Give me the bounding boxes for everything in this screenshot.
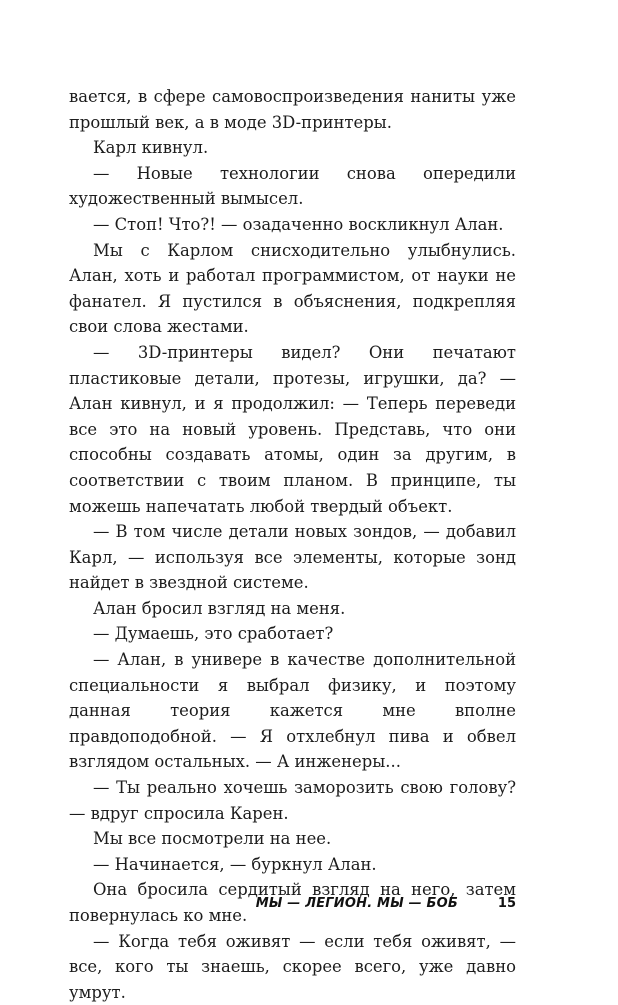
paragraph: — Думаешь, это сработает? [93,624,334,644]
paragraph: Мы все посмотрели на нее. [93,829,332,849]
paragraph: — Когда тебя оживят — если тебя оживят, — все, кого ты знаешь, скорее всего, уже давно умрут. [69,931,516,1002]
paragraph: — Ты реально хочешь заморозить свою голову? — вдруг спросила Карен. [69,778,516,823]
paragraph: — В том числе детали новых зондов, — добавил Карл, — используя все элементы, которые зонд найдет в звездной системе. [69,522,516,593]
paragraph: Мы с Карлом снисходительно улыбнулись. Алан, хоть и работал программистом, от науки не фанател. Я пустился в объяснения, подкрепляя свои слова жестами. [69,240,516,337]
paragraph: — 3D-принтеры видел? Они печатают пластиковые детали, протезы, игрушки, да? — Алан кивнул, и я продолжил: — Теперь переведи все это на новый уровень. Представь, что они способны создавать атомы, один за другим, в соответствии с твоим планом. В принципе, ты можешь напечатать любой твердый объект. [69,342,516,516]
page-number: 15 [497,896,516,911]
paragraph: — Стоп! Что?! — озадаченно воскликнул Алан. [93,214,504,234]
paragraph: — Алан, в универе в качестве дополнительной специальности я выбрал физику, и поэтому данная теория кажется мне вполне правдоподобной. — Я отхлебнул пива и обвел взглядом остальных. — А инженеры... [69,650,516,772]
body-text [69,84,516,1005]
paragraph: — Новые технологии снова опередили художественный вымысел. [69,163,516,209]
paragraph: вается, в сфере самовоспроизведения наниты уже прошлый век, а в моде 3D-принтеры. [69,87,516,132]
paragraph: — Начинается, — буркнул Алан. [93,854,377,874]
paragraph: Карл кивнул. [93,138,209,158]
running-title: МЫ — ЛЕГИОН. МЫ — БОБ [255,896,458,911]
paragraph: Она бросила сердитый взгляд на него, затем повернулась ко мне. [69,880,516,925]
paragraph: Алан бросил взгляд на меня. [93,598,346,618]
